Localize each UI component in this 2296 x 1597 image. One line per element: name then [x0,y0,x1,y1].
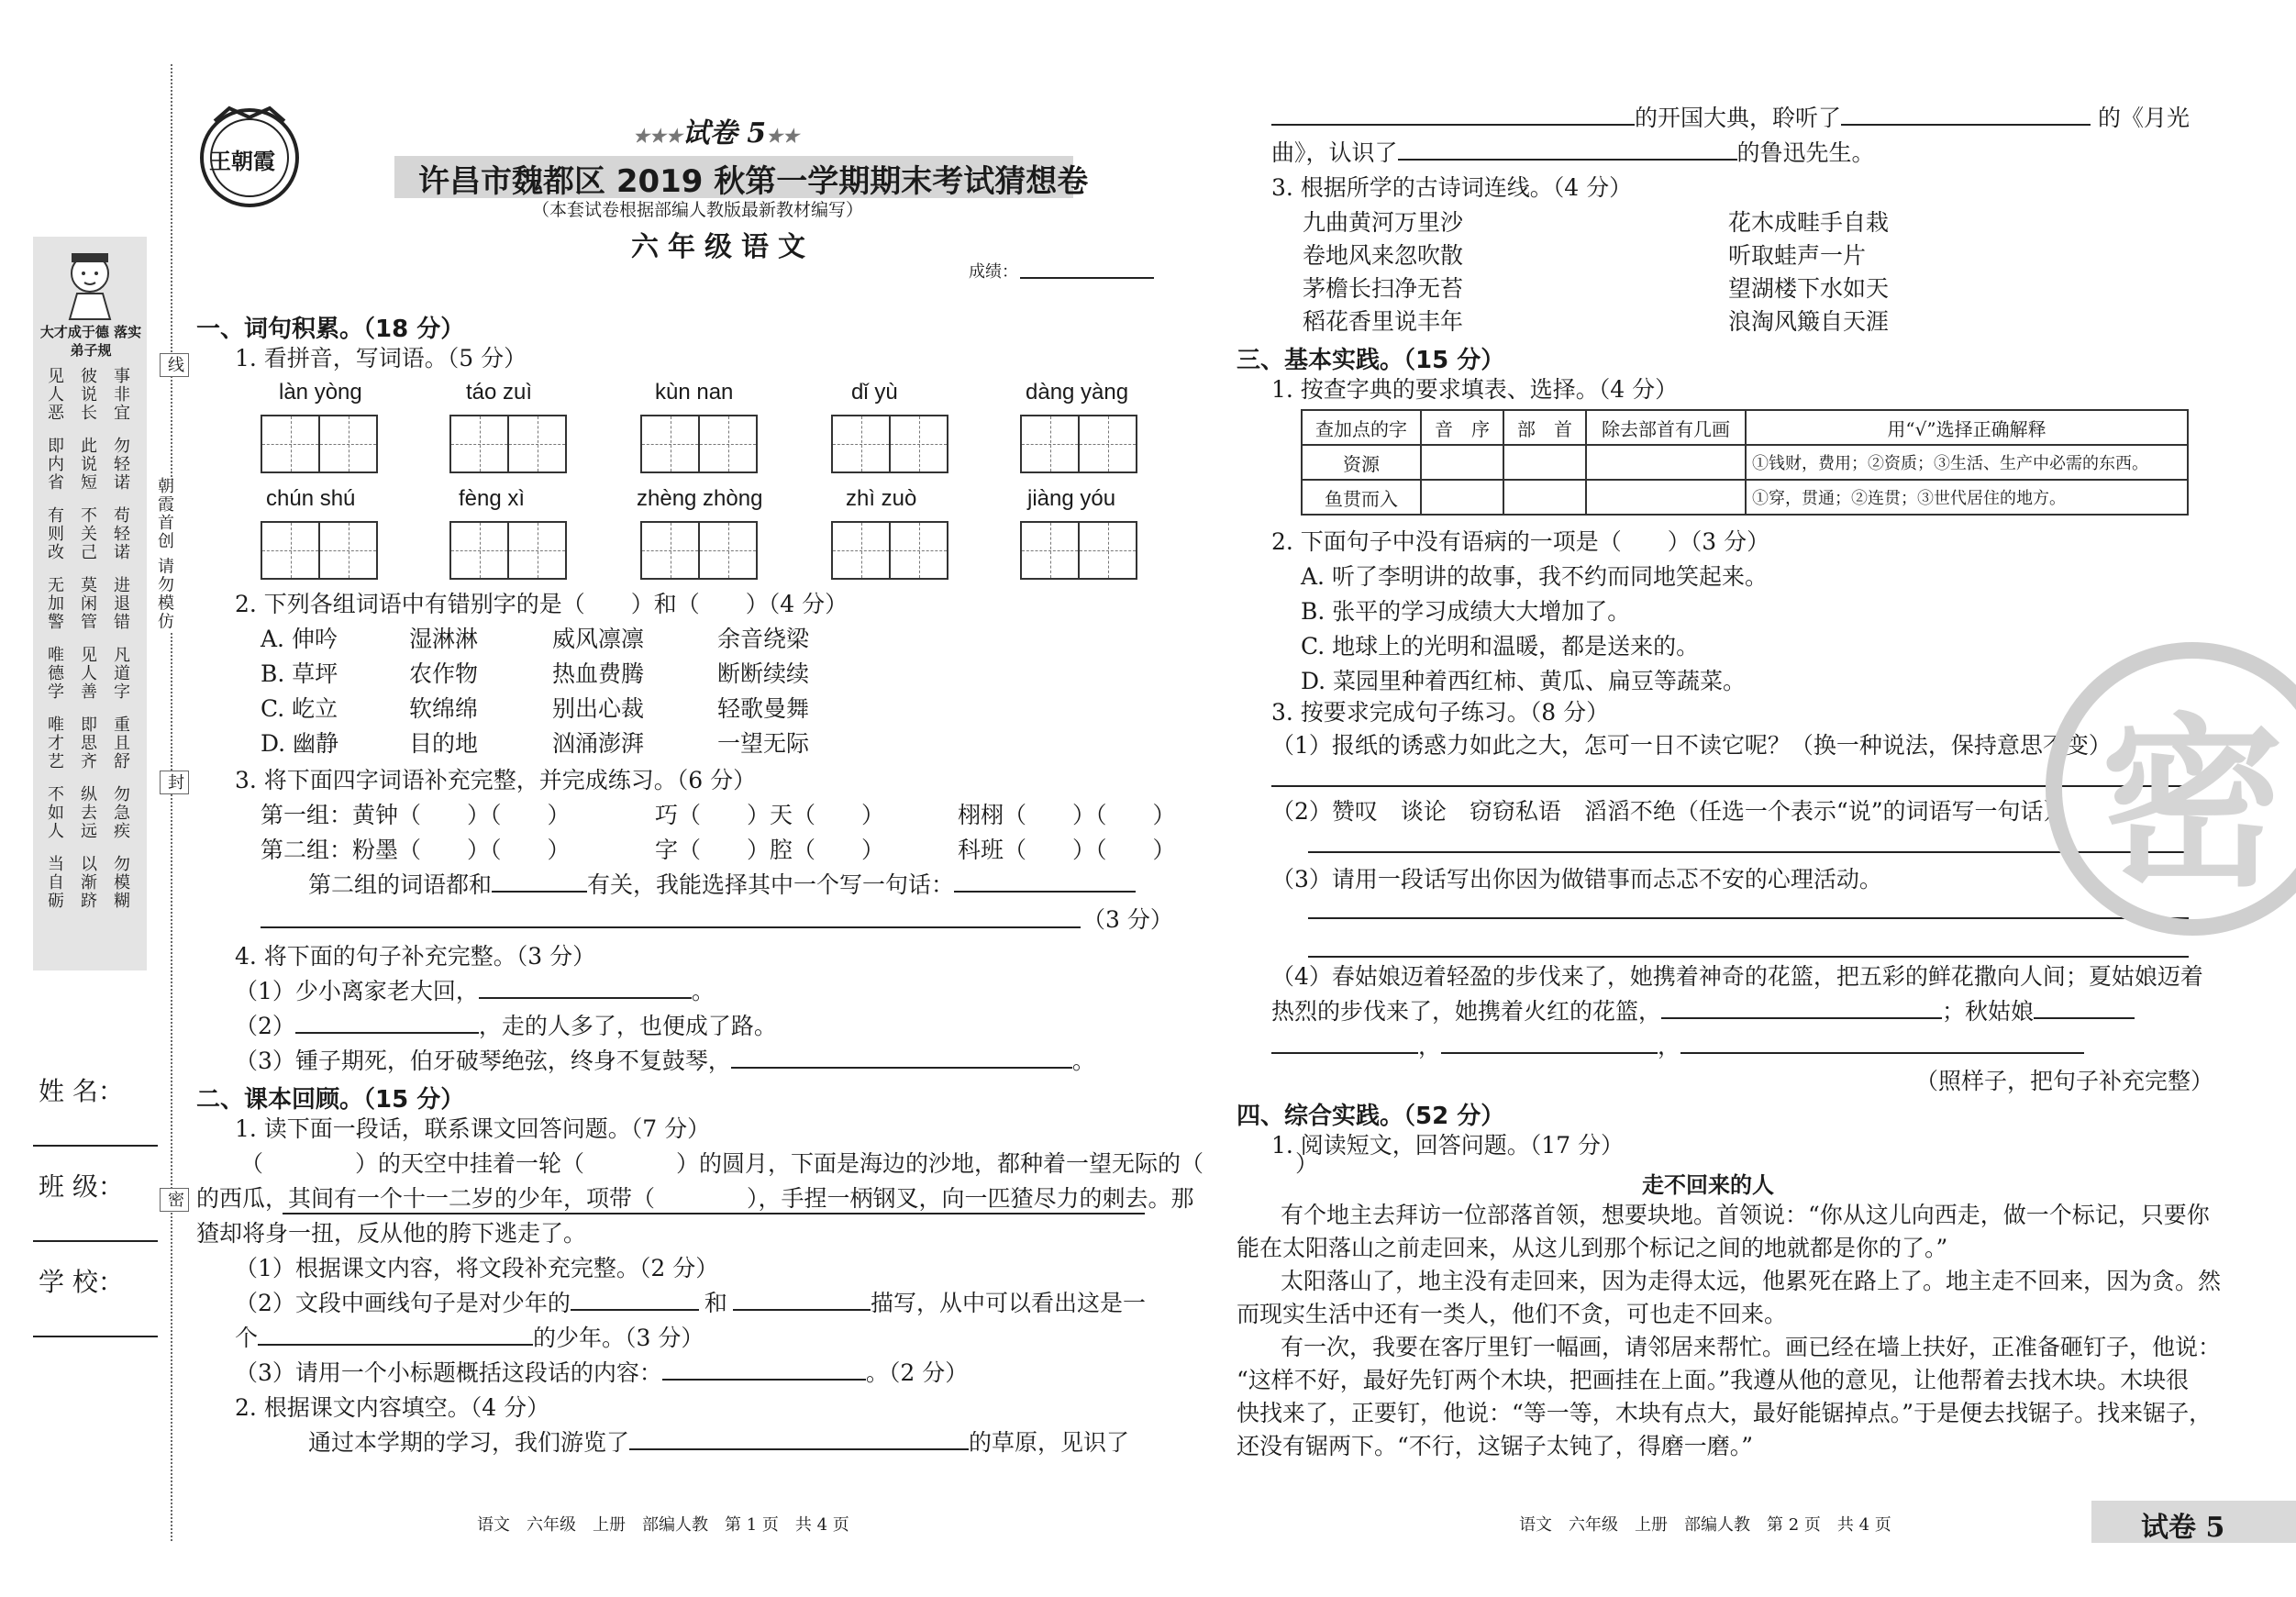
poem-col: 以渐跻 [78,855,97,910]
word: C. 屹立 [261,695,338,722]
idiom[interactable]: 巧（ ）天（ ） [655,802,885,828]
writing-grid[interactable] [261,521,378,580]
section-1-heading: 一、词句积累。（18 分） [196,316,465,343]
p2-option[interactable]: A. 听了李明讲的故事，我不约而同地笑起来。 [1301,563,1768,590]
exam-subtitle: （本套试卷根据部编人教版最新教材编写） [532,200,864,220]
table-input-cell[interactable] [1503,480,1586,515]
q3-note-a: 第二组的词语都和 [308,871,493,898]
p2-option[interactable]: D. 菜园里种着西红柿、黄瓜、扁豆等蔬菜。 [1301,668,1747,694]
child-figure-icon [51,246,128,323]
p3-4-blank2[interactable] [2034,997,2135,1019]
name-label: 姓 名： [39,1076,124,1106]
r2-f: 的鲁迅先生。 [1736,139,1875,166]
pinyin: chún shú [266,486,356,511]
word: 轻歌曼舞 [717,695,810,722]
q2-row-c [261,693,809,725]
q3-score: （3 分） [1082,906,1173,933]
r1-q2-blank2[interactable] [733,1289,871,1311]
q2-prompt: 2. 下列各组词语中有错别字的是（ ）和（ ）（4 分） [235,591,849,617]
r2-blank3[interactable] [1841,104,2091,126]
score-label: 成绩： [969,262,1018,282]
poem-left[interactable]: 茅檐长扫净无苔 [1303,275,1464,302]
r1-q3-blank[interactable] [662,1359,866,1381]
q4-c-text: （3）锺子期死，伯牙破琴绝弦，终身不复鼓琴， [235,1048,731,1074]
r1-q3 [235,1358,968,1389]
r1-q3-b: 。（2 分） [865,1359,969,1386]
p3-3: （3）请用一段话写出你因为做错事而忐忑不安的心理活动。 [1271,866,1882,893]
story-line: 有一次，我要在客厅里钉一幅画，请邻居来帮忙。画已经在墙上扶好，正准备砸钉子，他说： [1281,1334,2222,1360]
poem-col: 莫闲管 [78,576,97,631]
table-row [1302,445,2188,480]
word: 余音绕梁 [717,626,810,652]
p3-3-answer[interactable] [1308,956,2189,958]
section-2-heading: 二、课本回顾。（15 分） [196,1086,465,1114]
writing-grid[interactable] [831,521,948,580]
table-input-cell[interactable] [1503,445,1586,480]
p3-2-answer[interactable] [1308,851,2189,853]
story-line: 能在太阳落山之前走回来，从这儿到那个标记之间的地就都是你的了。” [1237,1235,1948,1261]
p3-1: （1）报纸的诱惑力如此之大，怎可一日不读它呢？（换一种说法，保持意思不变） [1271,732,2112,759]
pinyin: dàng yàng [1026,380,1129,405]
word: 一望无际 [717,730,810,757]
poem-col: 勿急疾 [111,785,130,840]
idiom[interactable]: 栩栩（ ）（ ） [958,802,1176,828]
word: A. 伸吟 [261,626,338,652]
dictionary-table [1301,409,2189,516]
writing-grid[interactable] [1020,415,1137,473]
table-header: 部 首 [1503,410,1586,445]
p3-4-e: ， [1658,1033,1681,1059]
poem-col: 勿轻诺 [111,437,130,492]
pinyin: zhì zuò [846,486,917,511]
school-field[interactable] [33,1336,158,1337]
word: 威风凛凛 [552,626,645,652]
q4-c-blank[interactable] [731,1047,1072,1069]
story-title: 走不回来的人 [1642,1172,1774,1198]
table-header: 除去部首有几画 [1586,410,1746,445]
r2-blank2[interactable] [1271,104,1635,126]
p2-option[interactable]: B. 张平的学习成绩大大增加了。 [1301,598,1631,625]
p3-2: （2）赞叹 谈论 窃窃私语 滔滔不绝（任选一个表示“说”的词语写一句话） [1271,798,2067,825]
table-cell: 资源 [1302,445,1421,480]
writing-grid[interactable] [449,415,567,473]
r1-prompt: 1. 读下面一段话，联系课文回答问题。（7 分） [235,1115,711,1142]
poem-col: 见人恶 [45,367,64,422]
table-header: 音 序 [1421,410,1503,445]
poem-col: 苟轻诺 [111,506,130,561]
q3-sentence-blank[interactable] [954,871,1136,893]
r2-line [308,1427,1129,1458]
word: B. 草坪 [261,660,338,687]
poem-right[interactable]: 花木成畦手自栽 [1728,209,1890,236]
poem-col: 凡道字 [111,646,130,701]
section-4-heading: 四、综合实践。（52 分） [1237,1103,1505,1130]
p3-3-answer[interactable] [1308,917,2189,919]
poem-col: 唯才艺 [45,715,64,771]
story-line: 太阳落山了，地主没有走回来，因为走得太远，他累死在路上了。地主走不回来，因为贪。然 [1281,1268,2222,1294]
p3-4-d: ， [1418,1033,1442,1059]
idiom[interactable]: 字（ ）腔（ ） [655,837,885,863]
r2-line-cont [1271,103,2190,134]
poem-col: 见人善 [78,646,97,701]
word: D. 幽静 [261,730,339,757]
watermark-stamp [2046,642,2296,936]
r1-q2-b: 和 [704,1290,727,1316]
p3-4-blank5[interactable] [1680,1032,2084,1054]
pinyin: làn yòng [279,380,362,405]
school-label: 学 校： [39,1267,124,1297]
r1-passage-line: 猹却将身一扭，反从他的胯下逃走了。 [196,1220,587,1247]
binding-dotted-line [171,64,172,1541]
exam-title: 许昌市魏都区 2019 秋第一学期期末考试猜想卷 [418,163,1089,200]
q3-note [308,870,1136,901]
r2-c: 的开国大典，聆听了 [1635,105,1842,131]
subject-title: 六年级语文 [631,231,815,263]
sidebar-motto: 大才成于德 落实弟子规 [39,324,142,359]
poem-col: 即内省 [45,437,64,492]
sidebar-poem [42,367,143,910]
section-3-heading: 三、基本实践。（15 分） [1237,347,1505,374]
writing-grid[interactable] [640,521,758,580]
word: 断断续续 [717,660,810,687]
poem-col: 无加警 [45,576,64,631]
q4-prompt: 4. 将下面的句子补充完整。（3 分） [235,943,596,970]
table-input-cell[interactable] [1586,480,1746,515]
poem-col: 有则改 [45,506,64,561]
story-line: 有个地主去拜访一位部落首领，想要块地。首领说：“你从这儿向西走，做一个标记，只要你 [1281,1202,2210,1228]
r1-underline [283,1213,1145,1214]
word: 湿淋淋 [409,626,479,652]
table-cell[interactable]: ①钱财，费用；②资质；③生活、生产中必需的东西。 [1746,445,2188,480]
page-footer-right: 语文 六年级 上册 部编人教 第 2 页 共 4 页 [1519,1515,1891,1535]
p3-4-blank4[interactable] [1441,1032,1658,1054]
writing-grid[interactable] [640,415,758,473]
q4-c-end: 。 [1071,1048,1095,1074]
r1-q2-cont [235,1323,704,1354]
table-input-cell[interactable] [1586,445,1746,480]
p3-4-b: 热烈的步伐来了，她携着火红的花篮， [1271,998,1662,1025]
r1-q2-e: 的少年。（3 分） [533,1325,704,1351]
pinyin: kùn nan [655,380,734,405]
r2-e: 曲》，认识了 [1271,139,1398,166]
story-line: 快找来了，正要钉，他说：“等一等，木块有点大，最好能锯掉点。”于是便去找锯子。找来锯子， [1237,1400,2213,1426]
table-header-row [1302,410,2188,445]
class-label: 班 级： [39,1171,124,1202]
q4-c [235,1046,1095,1077]
q2-row-a [261,624,809,655]
poem-col: 唯德学 [45,646,64,701]
poem-col: 不如人 [45,785,64,840]
r1-q2-a: （2）文段中画线句子是对少年的 [235,1290,571,1316]
r2-blank4[interactable] [1398,139,1737,161]
table-input-cell[interactable] [1421,480,1503,515]
r2-d: 的《月光 [2098,105,2191,131]
word: 目的地 [409,730,479,757]
series-label: ★★★试卷 5★★ [633,117,799,150]
r1-q1: （1）根据课文内容，将文段补充完整。（2 分） [235,1255,719,1281]
r1-q2-blank3[interactable] [258,1324,533,1346]
word: 热血费腾 [552,660,645,687]
name-field[interactable] [33,1145,158,1147]
p3-4-blank1[interactable] [1661,997,1942,1019]
word: 汹涌澎湃 [552,730,645,757]
q2-row-d [261,728,809,760]
table-header: 用“√”选择正确解释 [1746,410,2188,445]
r2-b: 的草原，见识了 [969,1429,1130,1456]
p2-prompt: 2. 下面句子中没有语病的一项是（ ）（3 分） [1271,528,1770,555]
idiom[interactable]: 第二组：粉墨（ ）（ ） [261,837,571,863]
table-header: 查加点的字 [1302,410,1421,445]
r2-prompt: 2. 根据课文内容填空。（4 分） [235,1394,550,1421]
poem-left[interactable]: 卷地风来忽吹散 [1303,242,1464,269]
p3-4: （4）春姑娘迈着轻盈的步伐来了，她携着神奇的花篮，把五彩的鲜花撒向人间；夏姑娘迈着 [1271,963,2203,990]
q4-a-end: 。 [691,978,715,1004]
r1-q2-blank1[interactable] [571,1289,699,1311]
r1-q2-d: 个 [235,1325,259,1351]
table-cell: 鱼贯而入 [1302,480,1421,515]
r1-passage-line: 的西瓜，其间有一个十一二岁的少年，项带（ ），手捏一柄钢叉，向一匹猹尽力的刺去。那 [196,1185,1194,1212]
stamp-glyph: 密 [2100,697,2284,912]
word: 农作物 [409,660,479,687]
q4-a-blank[interactable] [479,977,692,999]
q4-b-text: （2） [235,1013,295,1039]
r3-prompt: 3. 根据所学的古诗词连线。（4 分） [1271,174,1633,201]
word: 软绵绵 [409,695,479,722]
poem-right[interactable]: 听取蛙声一片 [1728,242,1867,269]
q3-note-b: 有关，我能选择其中一个写一句话： [587,871,955,898]
p3-4-blank3[interactable] [1271,1032,1418,1054]
writing-grid[interactable] [831,415,948,473]
pinyin: dǐ yù [851,380,898,405]
q3-prompt: 3. 将下面四字词语补充完整，并完成练习。（6 分） [235,767,757,793]
binding-mark-3: 密 [160,1188,189,1212]
r2-a: 通过本学期的学习，我们游览了 [308,1429,630,1456]
writing-grid[interactable] [449,521,567,580]
poem-col: 此说短 [78,437,97,492]
poem-right[interactable]: 浪淘风簸自天涯 [1728,308,1890,335]
pinyin: zhèng zhòng [637,486,763,511]
logo-text: 王朝霞 [209,148,275,174]
story-line: 而现实生活中还有一类人，他们不贪，可也走不回来。 [1237,1301,1788,1327]
table-cell[interactable]: ①穿，贯通；②连贯；③世代居住的地方。 [1746,480,2188,515]
poem-col: 当自砺 [45,855,64,910]
q4-a [235,976,715,1007]
score-field[interactable] [1020,277,1154,279]
p3-prompt: 3. 按要求完成句子练习。（8 分） [1271,699,1610,726]
series-text: 试卷 5 [682,117,767,150]
r1-q2-c: 描写，从中可以看出这是一 [870,1290,1146,1316]
poem-col: 进退错 [111,576,130,631]
r2-blank1[interactable] [629,1428,969,1450]
p2-option[interactable]: C. 地球上的光明和温暖，都是送来的。 [1301,633,1700,660]
q1-prompt: 1. 看拼音，写词语。（5 分） [235,345,527,372]
q4-b-end: ，走的人多了，也便成了路。 [478,1013,777,1039]
poem-col: 勿模糊 [111,855,130,910]
q3-group2 [261,835,1176,866]
pinyin: jiàng yóu [1027,486,1116,511]
q3-answer-line[interactable] [261,926,1081,928]
r1-passage-line: （ ）的天空中挂着一轮（ ）的圆月，下面是海边的沙地，都种着一望无际的（ ） [240,1150,1319,1177]
word: 别出心裁 [552,695,645,722]
idiom[interactable]: 科班（ ）（ ） [958,837,1176,863]
binding-mark-2: 封 [160,771,189,794]
writing-grid[interactable] [261,415,378,473]
r1-q2 [235,1288,1146,1319]
binding-mark-1: 线 [160,353,189,377]
q2-row-b [261,659,809,690]
p3-4-cont [1271,996,2135,1027]
poem-col: 纵去远 [78,785,97,840]
poem-col: 即思齐 [78,715,97,771]
poem-left[interactable]: 稻花香里说丰年 [1303,308,1464,335]
poem-col: 不关己 [78,506,97,561]
table-row [1302,480,2188,515]
q3-group1 [261,800,1176,831]
c1-prompt: 1. 阅读短文，回答问题。（17 分） [1271,1132,1625,1159]
poem-col: 事非宜 [111,367,130,422]
idiom[interactable]: 第一组：黄钟（ ）（ ） [261,802,571,828]
p1-prompt: 1. 按查字典的要求填表、选择。（4 分） [1271,376,1679,403]
story-line: “这样不好，最好先钉两个木块，把画挂在上面。”我遵从他的意见，让他帮着去找木块。木块很 [1237,1367,2190,1393]
page-footer-left: 语文 六年级 上册 部编人教 第 1 页 共 4 页 [477,1515,849,1535]
q3-blank[interactable] [492,871,587,893]
r1-q3-a: （3）请用一个小标题概括这段话的内容： [235,1359,662,1386]
binding-note: 朝霞首创 请勿模仿 [152,477,176,631]
corner-text: 试卷 5 [2141,1512,2225,1544]
corner-label [2091,1501,2296,1543]
pinyin: fèng xì [459,486,526,511]
poem-left[interactable]: 九曲黄河万里沙 [1303,209,1464,236]
r2-line-cont2 [1271,138,1875,169]
q4-b-blank[interactable] [295,1012,479,1034]
class-field[interactable] [33,1240,158,1242]
p3-4-c: ；秋姑娘 [1942,998,2035,1025]
poem-col: 彼说长 [78,367,97,422]
writing-grid[interactable] [1020,521,1137,580]
poem-right[interactable]: 望湖楼下水如天 [1728,275,1890,302]
q4-b [235,1011,777,1042]
p3-4-note: （照样子，把句子补充完整） [1915,1068,2214,1094]
q4-a-text: （1）少小离家老大回， [235,978,479,1004]
pinyin: táo zuì [466,380,533,405]
table-input-cell[interactable] [1421,445,1503,480]
p3-4-cont2 [1271,1031,2084,1062]
story-line: 还没有锯两下。“不行，这锯子太钝了，得磨一磨。” [1237,1433,1754,1459]
poem-col: 重且舒 [111,715,130,771]
